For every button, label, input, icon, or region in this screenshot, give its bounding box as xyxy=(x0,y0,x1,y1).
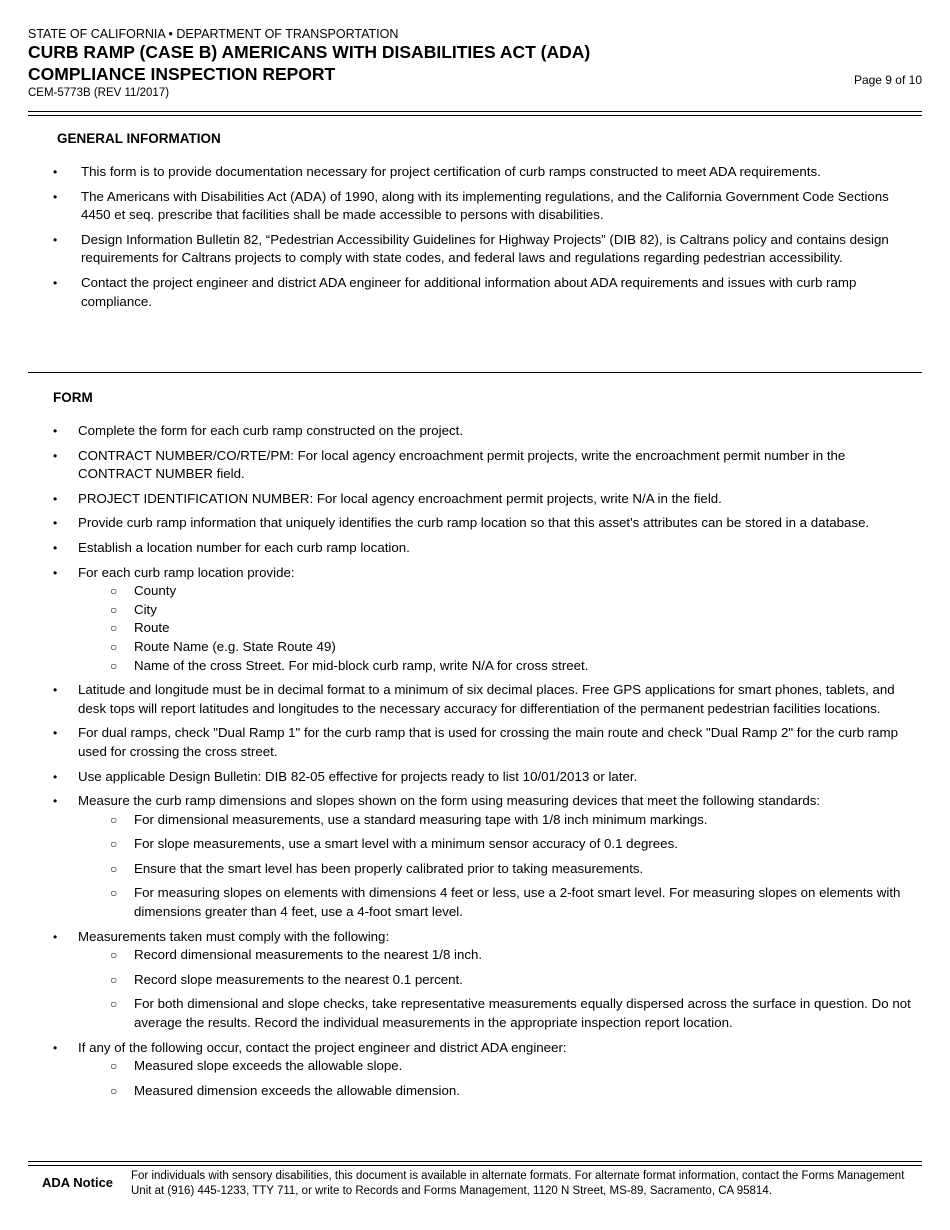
header-divider-bottom xyxy=(28,115,922,116)
sub-item-text: Ensure that the smart level has been properly calibrated prior to taking measurements. xyxy=(134,860,644,876)
form-bullet-text: Complete the form for each curb ramp constructed on the project. xyxy=(78,423,464,438)
sub-list-item xyxy=(78,657,920,676)
bullet-icon: • xyxy=(53,424,58,438)
sub-list-item xyxy=(78,835,920,854)
circle-bullet-icon: ○ xyxy=(110,861,118,876)
general-information-heading: GENERAL INFORMATION xyxy=(57,131,221,146)
bullet-icon: • xyxy=(53,491,58,506)
form-bullet-text: If any of the following occur, contact the project engineer and district ADA engineer: xyxy=(78,1039,567,1055)
circle-bullet-icon: ○ xyxy=(110,621,118,636)
sub-list-item xyxy=(78,860,920,879)
sub-list-item xyxy=(78,995,920,1032)
page-number: Page 9 of 10 xyxy=(853,73,922,87)
general-bullet-text: This form is to provide documentation necessary for project certification of curb ramps constructed to meet ADA requirements. xyxy=(81,164,821,179)
form-bullet-text: CONTRACT NUMBER/CO/RTE/PM: For local agency encroachment permit projects, write the encroachment permit number in the CONTRACT NUMBER field. xyxy=(78,447,846,482)
sub-list-item xyxy=(78,1057,920,1076)
bullet-icon: • xyxy=(53,189,58,204)
list-item xyxy=(53,792,920,922)
sub-list-item xyxy=(78,619,920,638)
circle-bullet-icon: ○ xyxy=(110,837,118,852)
sub-item-text: Record dimensional measurements to the nearest 1/8 inch. xyxy=(134,947,483,963)
list-item xyxy=(53,564,920,676)
form-instructions-list xyxy=(53,422,920,1100)
sub-item-text: Record slope measurements to the nearest 0.1 percent. xyxy=(134,971,463,987)
list-item xyxy=(53,447,920,484)
sub-item-text: Route xyxy=(134,620,170,636)
list-item xyxy=(53,231,921,268)
form-bullet-text: Latitude and longitude must be in decimal format to a minimum of six decimal places. Free GPS applications for smart phones, tablets, and desk tops will report latitudes and longitudes to the necessary accuracy for differentiation of the permanent pedestrian facilities locations. xyxy=(78,682,895,716)
sub-item-text: City xyxy=(134,601,157,617)
sub-item-text: County xyxy=(134,583,177,599)
sub-list-item xyxy=(78,971,920,990)
list-item xyxy=(53,724,920,761)
form-bullet-text: Provide curb ramp information that uniquely identifies the curb ramp location so that this asset's attributes can be stored in a database. xyxy=(78,515,870,531)
sub-item-text: Measured slope exceeds the allowable slope. xyxy=(134,1058,403,1074)
list-item xyxy=(53,681,920,718)
escalation-conditions-sublist xyxy=(78,1057,920,1100)
list-item xyxy=(53,274,921,311)
measurement-rules-sublist xyxy=(78,946,920,1032)
sub-item-text: For slope measurements, use a smart level with a minimum sensor accuracy of 0.1 degrees. xyxy=(134,836,678,852)
form-heading: FORM xyxy=(53,390,93,405)
sub-item-text: Route Name (e.g. State Route 49) xyxy=(134,638,336,654)
header-divider-top xyxy=(28,111,922,112)
list-item xyxy=(53,188,921,225)
sub-item-text: Name of the cross Street. For mid-block curb ramp, write N/A for cross street. xyxy=(134,657,589,673)
circle-bullet-icon: ○ xyxy=(110,1059,118,1074)
form-bullet-text: Measurements taken must comply with the following: xyxy=(78,928,390,944)
bullet-icon: • xyxy=(53,769,58,784)
bullet-icon: • xyxy=(53,540,58,555)
bullet-icon: • xyxy=(53,165,58,179)
circle-bullet-icon: ○ xyxy=(110,948,118,963)
agency-name: STATE OF CALIFORNIA • DEPARTMENT OF TRANSPORTATION xyxy=(28,27,399,41)
circle-bullet-icon: ○ xyxy=(110,584,118,599)
circle-bullet-icon: ○ xyxy=(110,886,118,901)
general-bullet-text: Contact the project engineer and district ADA engineer for additional information about ADA requirements and issues with curb ramp compliance. xyxy=(81,274,857,309)
form-bullet-text: Establish a location number for each curb ramp location. xyxy=(78,539,410,555)
list-item xyxy=(53,1039,920,1101)
measuring-devices-sublist xyxy=(78,811,920,922)
list-item xyxy=(53,163,921,182)
circle-bullet-icon: ○ xyxy=(110,639,118,654)
sub-list-item xyxy=(78,884,920,921)
circle-bullet-icon: ○ xyxy=(110,658,118,673)
bullet-icon: • xyxy=(53,726,58,741)
list-item xyxy=(53,768,920,787)
form-title-line-2: COMPLIANCE INSPECTION REPORT xyxy=(28,64,336,84)
list-item xyxy=(53,928,920,1033)
form-bullet-text: Measure the curb ramp dimensions and slopes shown on the form using measuring devices that meet the following standards: xyxy=(78,793,821,809)
bullet-icon: • xyxy=(53,1040,58,1055)
sub-list-item xyxy=(78,582,920,601)
footer-divider-bottom xyxy=(28,1165,922,1166)
general-bullet-text: The Americans with Disabilities Act (ADA) of 1990, along with its implementing regulations, and the California Government Code Sections 4450 et seq. prescribe that facilities shall be made accessible to persons with disabilities. xyxy=(81,188,889,223)
circle-bullet-icon: ○ xyxy=(110,602,118,617)
sub-item-text: For both dimensional and slope checks, take representative measurements equally dispersed across the surface in question. Do not average the results. Record the individual measurements in the appropriate inspection report location. xyxy=(134,996,911,1031)
bullet-icon: • xyxy=(53,794,58,809)
bullet-icon: • xyxy=(53,929,58,944)
circle-bullet-icon: ○ xyxy=(110,1083,118,1098)
list-item xyxy=(53,539,920,558)
bullet-icon: • xyxy=(53,565,58,580)
bullet-icon: • xyxy=(53,516,58,531)
sub-list-item xyxy=(78,1082,920,1101)
sub-item-text: For measuring slopes on elements with dimensions 4 feet or less, use a 2-foot smart level. For measuring slopes on elements with dimensions greater than 4 feet, use a 4-foot smart level. xyxy=(134,885,901,920)
sub-list-item xyxy=(78,601,920,620)
form-title-line-1: CURB RAMP (CASE B) AMERICANS WITH DISABILITIES ACT (ADA) xyxy=(28,42,591,62)
form-bullet-text: For each curb ramp location provide: xyxy=(78,564,295,580)
form-number: CEM-5773B (REV 11/2017) xyxy=(28,87,170,99)
list-item xyxy=(53,490,920,509)
bullet-icon: • xyxy=(53,683,58,698)
form-bullet-text: Use applicable Design Bulletin: DIB 82-05 effective for projects ready to list 10/01/2013 or later. xyxy=(78,768,638,784)
footer-divider-top xyxy=(28,1161,922,1162)
sub-list-item xyxy=(78,638,920,657)
section-divider xyxy=(28,372,922,373)
general-information-list xyxy=(53,163,921,311)
circle-bullet-icon: ○ xyxy=(110,972,118,987)
ada-notice-text: For individuals with sensory disabilities, this document is available in alternate formats. For alternate format information, contact the Forms Management Unit at (916) 445-1233, TTY 711, or write to Records and Forms Management, 1120 N Street, MS-89, Sacramento, CA 95814. xyxy=(131,1170,905,1197)
sub-item-text: Measured dimension exceeds the allowable dimension. xyxy=(134,1082,460,1098)
form-bullet-text: For dual ramps, check "Dual Ramp 1" for the curb ramp that is used for crossing the main route and check "Dual Ramp 2" for the curb ramp used for crossing the cross street. xyxy=(78,725,899,759)
form-bullet-text: PROJECT IDENTIFICATION NUMBER: For local agency encroachment permit projects, write N/A in the field. xyxy=(78,490,722,506)
sub-list-item xyxy=(78,811,920,830)
circle-bullet-icon: ○ xyxy=(110,812,118,827)
circle-bullet-icon: ○ xyxy=(110,997,118,1012)
list-item xyxy=(53,422,920,441)
bullet-icon: • xyxy=(53,232,58,247)
list-item xyxy=(53,514,920,533)
bullet-icon: • xyxy=(53,275,58,290)
sub-list-item xyxy=(78,946,920,965)
ada-notice-label: ADA Notice xyxy=(42,1175,114,1190)
sub-item-text: For dimensional measurements, use a standard measuring tape with 1/8 inch minimum markings. xyxy=(134,811,708,827)
general-bullet-text: Design Information Bulletin 82, “Pedestrian Accessibility Guidelines for Highway Projects” (DIB 82), is Caltrans policy and contains design requirements for Caltrans projects to comply with state codes, and federal laws and regulations regarding pedestrian accessibility. xyxy=(81,231,889,266)
location-fields-sublist xyxy=(78,582,920,675)
bullet-icon: • xyxy=(53,448,58,463)
